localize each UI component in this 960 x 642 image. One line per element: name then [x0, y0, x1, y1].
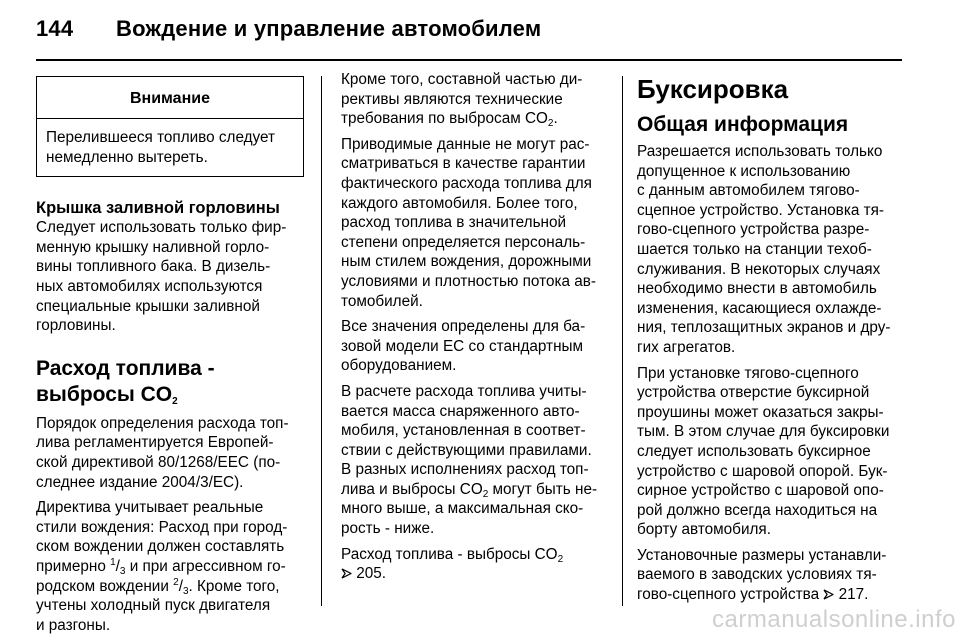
text-line: допущенное к использованию [637, 162, 851, 180]
text-line: гих агрегатов. [637, 338, 736, 356]
heading-line [36, 382, 304, 408]
filler-cap-paragraph [36, 218, 304, 336]
text-line: сматриваться в качестве гарантии [341, 155, 586, 173]
text-line: шается только на станции техоб- [637, 240, 872, 258]
text: . Кроме того, [188, 577, 280, 595]
text: родском вождении [36, 577, 174, 595]
towing-subtitle: Общая информация [637, 113, 849, 136]
subscript: 2 [482, 488, 489, 500]
text-line: тым. В этом случае для буксировки [637, 423, 890, 441]
reference-arrow-icon [341, 568, 352, 579]
text-line: немедленно вытереть. [46, 148, 208, 166]
page-number: 144 [36, 16, 74, 41]
text-line: лива регламентируется Европей- [36, 434, 274, 452]
text-line [341, 109, 605, 129]
mass-paragraph [341, 382, 605, 539]
text-line: рость - ниже. [341, 520, 435, 538]
cross-reference-paragraph [341, 545, 605, 584]
text-line: стили вождения: Расход при город- [36, 518, 288, 536]
towing-paragraph-3 [637, 546, 905, 605]
subscript: 2 [547, 118, 554, 130]
text-line: Директива учитывает реальные [36, 499, 264, 517]
text-line [637, 585, 905, 605]
text-line: ствии с действующими правилами. [341, 441, 592, 459]
text-line: Порядок определения расхода топ- [36, 414, 289, 432]
chapter-title: Вождение и управление автомобилем [116, 16, 542, 41]
fraction-denominator: 3 [119, 565, 126, 577]
text-line: рективы являются технические [341, 90, 563, 108]
text-line: изменения, касающиеся охлажде- [637, 299, 882, 317]
text-line: При установке тягово-сцепного [637, 364, 859, 382]
text-line: и разгоны. [36, 616, 111, 634]
text-line: сцепное устройство. Установка тя- [637, 201, 884, 219]
page-reference-link[interactable] [823, 586, 868, 603]
text: лива и выбросы CO [341, 480, 483, 498]
text-line: вины топливного бака. В дизель- [36, 258, 271, 276]
text-line: учтены холодный пуск двигателя [36, 597, 271, 615]
warning-text [37, 119, 303, 176]
text: Расход топлива - выбросы CO [341, 545, 558, 563]
column-divider [321, 76, 322, 606]
towing-title: Буксировка [637, 74, 789, 104]
text-line: борту автомобиля. [637, 521, 771, 539]
text-line: следует использовать буксирное [637, 442, 871, 460]
text-line: оборудованием. [341, 357, 457, 375]
text-line: Следует использовать только фир- [36, 219, 287, 237]
reference-arrow-icon [823, 589, 834, 600]
watermark: carmanualsonline.info [712, 606, 956, 633]
text-line: проушины может оказаться закры- [637, 403, 884, 421]
column-divider [622, 76, 623, 606]
text-line: ваемого в заводских условиях тя- [637, 566, 877, 584]
text: гово-сцепного устройства [637, 586, 824, 604]
subscript: 2 [557, 553, 564, 565]
text: требования по выбросам CO [341, 110, 548, 128]
text-line: горловины. [36, 317, 116, 335]
heading-text: выбросы CO [36, 382, 173, 406]
text-line: ным стилем вождения, дорожными [341, 253, 592, 271]
guarantee-paragraph [341, 135, 605, 311]
text-line: много выше, а максимальная ско- [341, 500, 584, 518]
text-line: каждого автомобиля. Более того, [341, 194, 578, 212]
text-line: специальные крышки заливной [36, 297, 260, 315]
header-rule [36, 59, 902, 61]
text-line: мобиля, установленная в соответ- [341, 422, 586, 440]
text-line: Все значения определены для ба- [341, 318, 586, 336]
text-line: условиями и плотностью потока ав- [341, 272, 596, 290]
text-line: Перелившееся топливо следует [46, 129, 276, 146]
base-model-paragraph [341, 317, 605, 376]
towing-paragraph-1 [637, 142, 905, 358]
subscript: 2 [172, 395, 178, 407]
text: и при агрессивном го- [125, 557, 286, 575]
page-reference: 217. [838, 586, 869, 604]
text: . [553, 110, 558, 128]
page-header [36, 16, 541, 42]
text-line [341, 480, 605, 500]
fraction-numerator: 2 [173, 576, 179, 588]
text-line: следнее издание 2004/3/EC). [36, 473, 244, 491]
fraction-slash: / [115, 557, 120, 575]
text-line: Установочные размеры устанавли- [637, 546, 887, 564]
towing-paragraph-2 [637, 364, 905, 540]
text-line [36, 577, 304, 597]
text-line [341, 545, 605, 565]
consumption-heading [36, 356, 304, 408]
page-reference-link[interactable] [341, 564, 605, 584]
text-line: зовой модели ЕС со стандартным [341, 337, 584, 355]
consumption-paragraph-2 [36, 498, 304, 635]
heading-line: Расход топлива - [36, 356, 215, 380]
text-line: ных автомобилях используются [36, 277, 263, 295]
text-line: В разных исполнениях расход топ- [341, 461, 589, 479]
text-line: В расчете расхода топлива учиты- [341, 382, 587, 400]
page-reference: 205. [356, 565, 387, 583]
text-line: устройство с шаровой опорой. Бук- [637, 462, 888, 480]
text-line: необходимо внести в автомобиль [637, 280, 877, 298]
text-line: с данным автомобилем тягово- [637, 182, 860, 200]
warning-box [36, 76, 304, 177]
text-line: Разрешается использовать только [637, 143, 883, 160]
text-line: рой должно всегда находиться на [637, 501, 878, 519]
column-2 [341, 70, 605, 590]
consumption-paragraph-1 [36, 414, 304, 492]
text-line: сирное устройство с шаровой опо- [637, 482, 884, 500]
text-line: Приводимые данные не могут рас- [341, 135, 590, 153]
text-line: Кроме того, составной частью ди- [341, 71, 583, 88]
column-1 [36, 70, 304, 641]
fraction-denominator: 3 [182, 585, 189, 597]
directive-paragraph [341, 70, 605, 129]
text-line: ском вождении должен составлять [36, 538, 285, 556]
fraction-slash: / [178, 577, 183, 595]
text-line: расход топлива в значительной [341, 214, 567, 232]
text-line [36, 557, 304, 577]
text-line: томобилей. [341, 292, 423, 310]
text: могут быть не- [488, 480, 598, 498]
text-line: ния, теплозащитных экранов и дру- [637, 319, 891, 337]
text-line: вается масса снаряженного авто- [341, 402, 580, 420]
column-3 [637, 70, 905, 605]
text-line: ской директивой 80/1268/EEC (по- [36, 453, 281, 471]
warning-title: Внимание [37, 77, 303, 119]
text-line: служивания. В некоторых случаях [637, 260, 881, 278]
text-line: устройства отверстие буксирной [637, 384, 870, 402]
text-line: фактического расхода топлива для [341, 174, 592, 192]
text-line: менную крышку наливной горло- [36, 238, 270, 256]
text-line: степени определяется персональ- [341, 233, 586, 251]
fraction-numerator: 1 [110, 556, 116, 568]
text: примерно [36, 557, 111, 575]
text-line: гово-сцепного устройства разре- [637, 221, 870, 239]
filler-cap-heading: Крышка заливной горловины [36, 199, 280, 218]
